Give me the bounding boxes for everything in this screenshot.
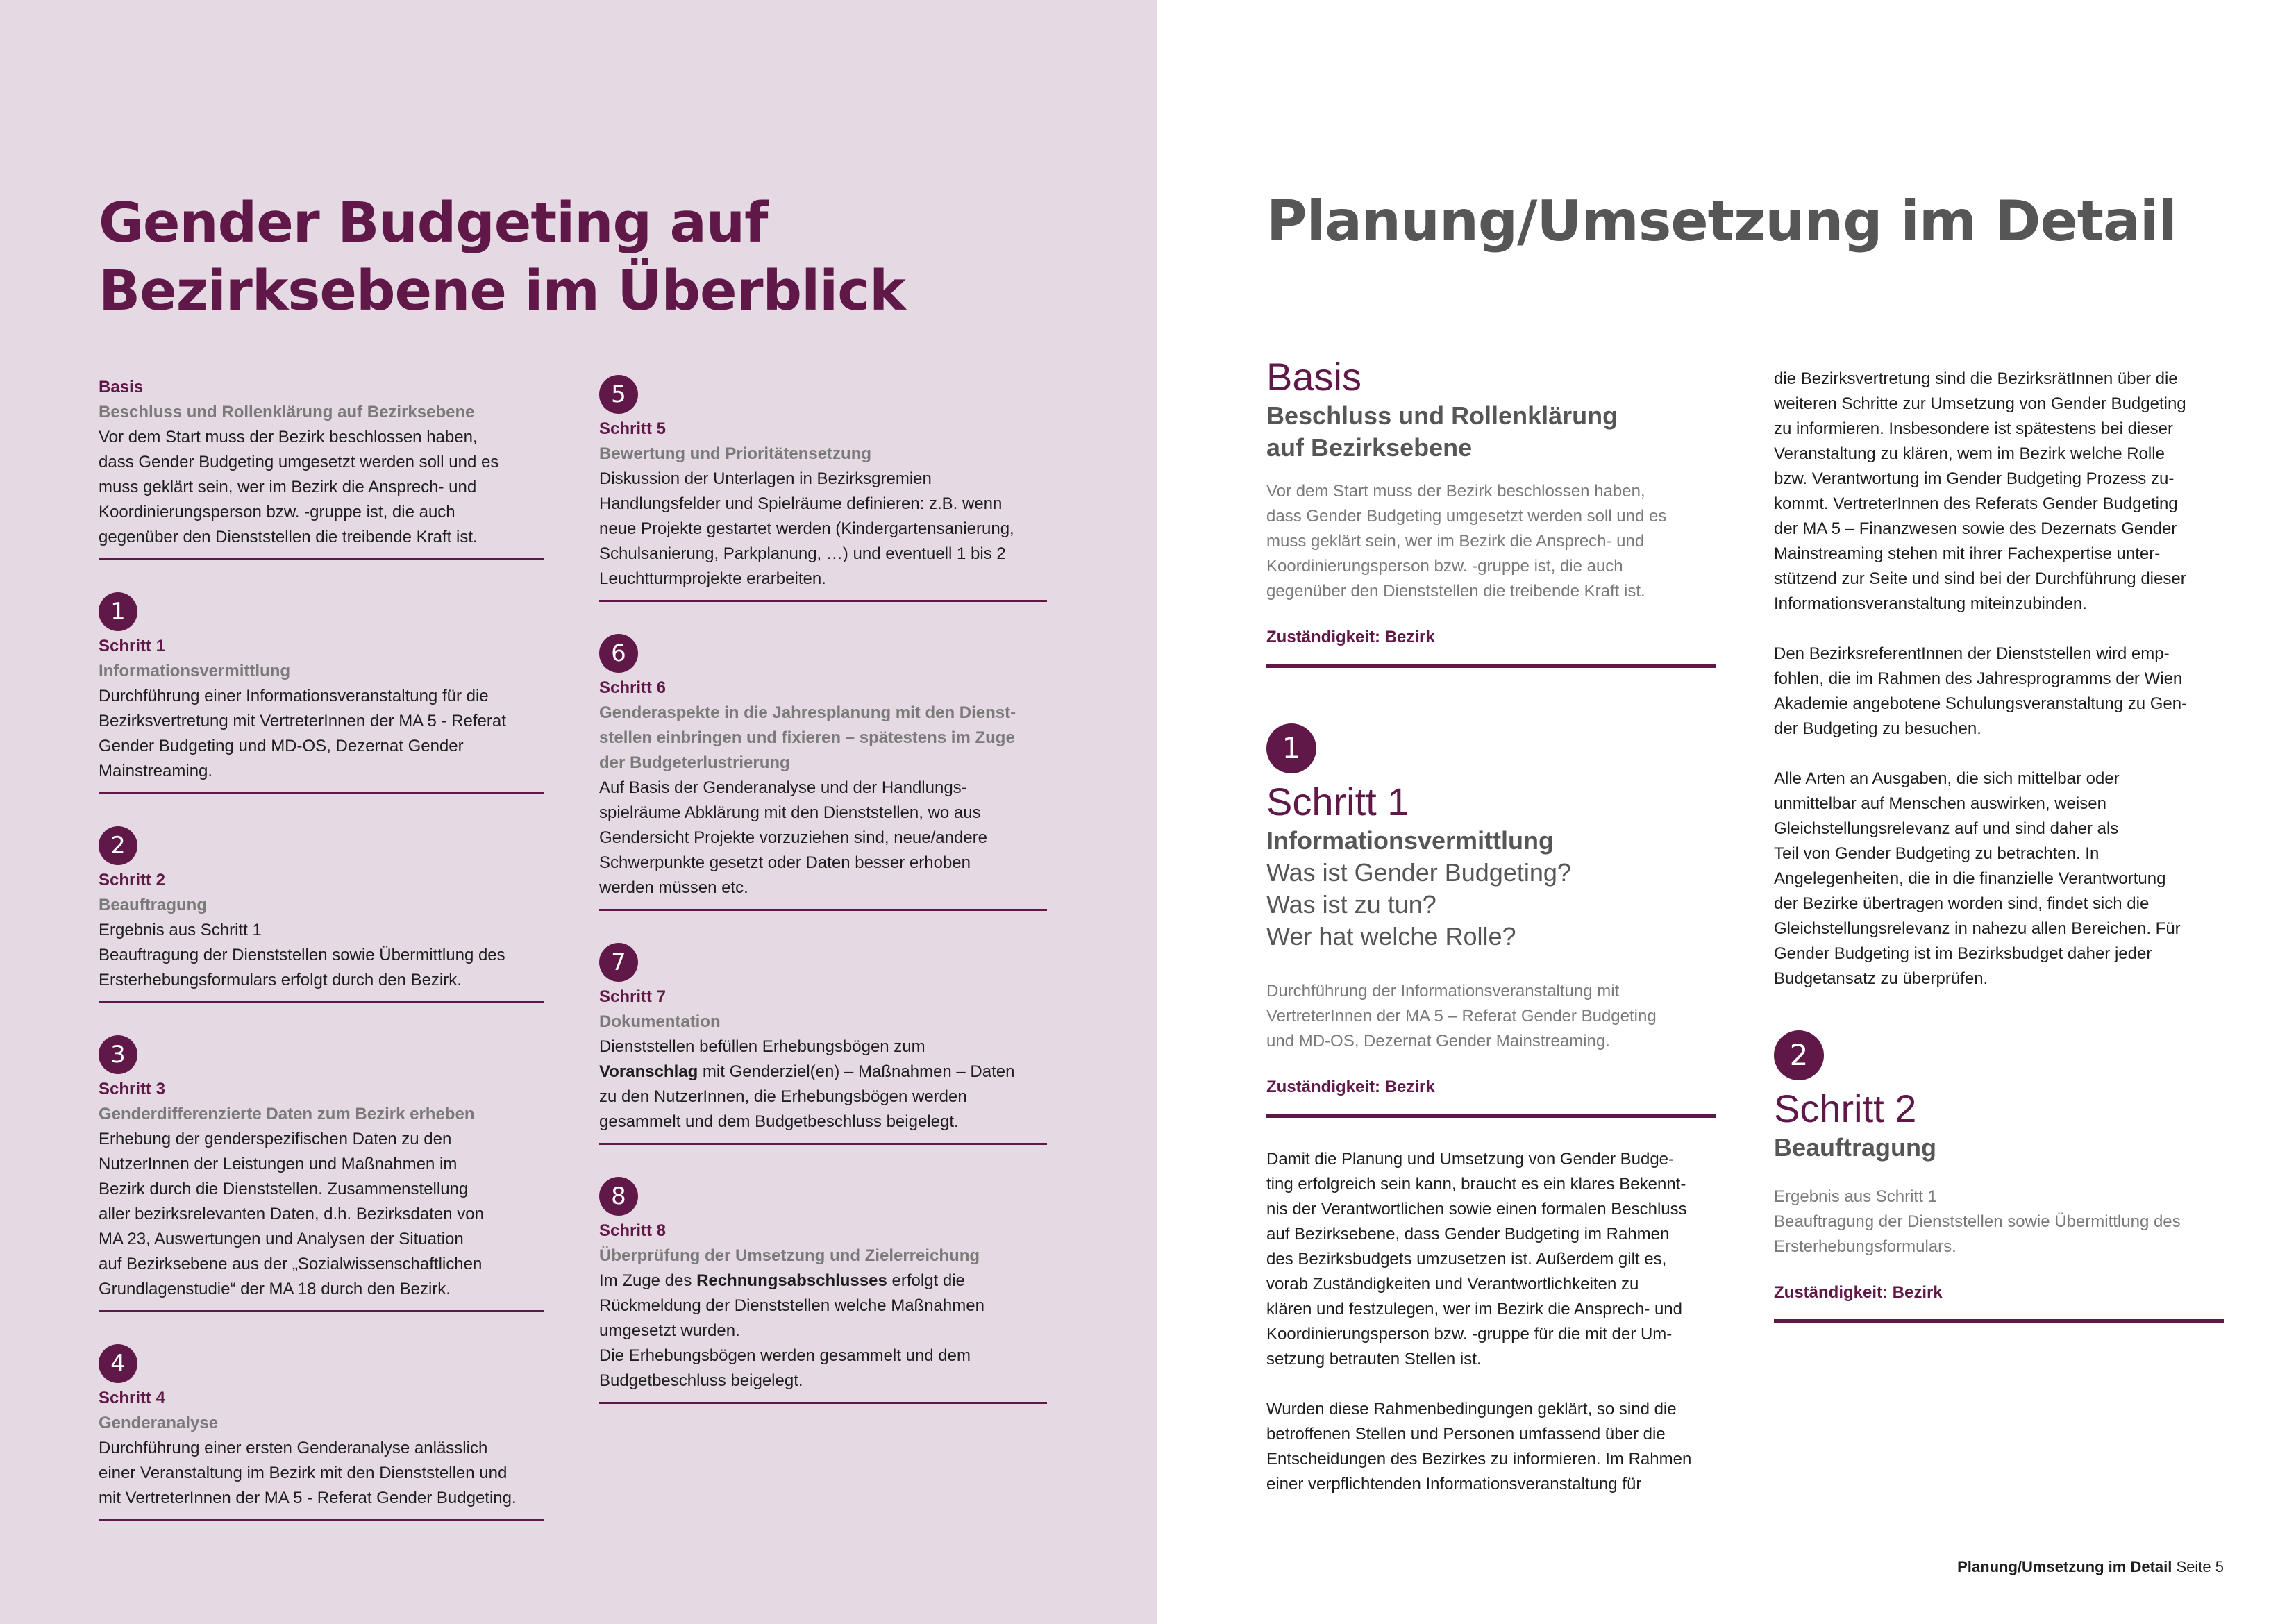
step-body-emphasis: Voranschlag	[599, 1062, 698, 1081]
step-label: Schritt 4	[99, 1389, 166, 1407]
step-number-badge: 1	[1266, 723, 1316, 773]
right-basis-responsibility: Zuständigkeit: Bezirk	[1266, 625, 1716, 668]
right-column-2	[1774, 367, 2224, 1323]
step-body: Erhebung der genderspezifischen Daten zu den NutzerInnen der Leistungen und Maßnahmen im Bezirk durch die Dienststellen. Zusammenstellung aller bezirksrelevanten Daten, d.h. Bezirksdaten von MA 23, Auswertungen und Analysen der Situation auf Bezirksebene aus der „Sozialwissenschaftlichen Grundlagenstudie“ der MA 18 durch den Bezirk.	[99, 1130, 484, 1298]
step-5-block	[599, 375, 1047, 602]
step-number-badge: 4	[99, 1344, 137, 1383]
step-subtitle: Informationsvermittlung	[99, 662, 291, 680]
col2-paragraph-2: Den BezirksreferentInnen der Dienststellen wird emp- fohlen, die im Rahmen des Jahresprogramms der Wien Akademie angebotene Schulungsveranstaltung zu Gen- der Budgeting zu besuchen.	[1774, 644, 2188, 738]
footer-section-title: Planung/Umsetzung im Detail	[1957, 1558, 2172, 1575]
step-label: Schritt 8	[599, 1221, 667, 1240]
question-1: Was ist Gender Budgeting?	[1266, 858, 1571, 887]
step-body	[599, 1269, 1047, 1393]
right-step-2-body: Ergebnis aus Schritt 1 Beauftragung der Dienststellen sowie Übermittlung des Ersterhebungsformulars.	[1774, 1187, 2181, 1256]
step-1-block	[99, 592, 544, 794]
left-title-line-1: Gender Budgeting auf	[99, 191, 768, 255]
step-label: Schritt 6	[599, 678, 667, 697]
step-subtitle: Beauftragung	[99, 896, 207, 914]
step-number-badge: 8	[599, 1177, 638, 1216]
col2-paragraph-3: Alle Arten an Ausgaben, die sich mittelbar oder unmittelbar auf Menschen auswirken, weisen Gleichstellungsrelevanz auf und sind daher als Teil von Gender Budgeting zu betrachten. In Angelegenheiten, die in die finanzielle Verantwortung der Bezirke übertragen worden sind, findet sich die Gleichstellungsrelevanz in nahezu allen Bereichen. Für Gender Budgeting ist im Bezirksbudget daher jeder Budgetansatz zu überprüfen.	[1774, 769, 2181, 988]
col2-paragraph-1: die Bezirksvertretung sind die BezirksrätInnen über die weiteren Schritte zur Umsetzung von Gender Budgeting zu informieren. Insbesondere ist spätestens bei dieser Veranstaltung zu klären, wem im Bezirk welche Rolle bzw. Verantwortung im Gender Budgeting Prozess zu- kommt. VertreterInnen des Referats Gender Budgeting der MA 5 – Finanzwesen sowie des Dezernats Gender Mainstreaming stehen mit ihrer Fachexpertise unter- stützend zur Seite und sind bei der Durchführung dieser Informationsveranstaltung miteinzubinden.	[1774, 369, 2186, 613]
step-2-block	[99, 826, 544, 1003]
right-step-2-heading: Schritt 2	[1774, 1087, 1917, 1130]
left-page-title	[99, 189, 1071, 325]
right-step-2-responsibility: Zuständigkeit: Bezirk	[1774, 1280, 2224, 1323]
step-number-badge: 5	[599, 375, 638, 414]
step-body-part: Im Zuge des	[599, 1271, 697, 1290]
right-basis-subtitle-line-1: Beschluss und Rollenklärung	[1266, 401, 1618, 430]
step-body: Auf Basis der Genderanalyse und der Handlungs- spielräume Abklärung mit den Dienststellen, wo aus Gendersicht Projekte vorzuziehen sind, neue/andere Schwerpunkte gesetzt oder Daten besser erhoben werden müssen etc.	[599, 778, 988, 897]
right-basis-body: Vor dem Start muss der Bezirk beschlossen haben, dass Gender Budgeting umgesetzt werden soll und es muss geklärt sein, wer im Bezirk die Ansprech- und Koordinierungsperson bzw. -gruppe ist, die auch gegenüber den Dienststellen die treibende Kraft ist.	[1266, 482, 1667, 601]
step-body: Ergebnis aus Schritt 1 Beauftragung der Dienststellen sowie Übermittlung des Ersterhebungsformulars erfolgt durch den Bezirk.	[99, 921, 505, 989]
right-basis-subtitle	[1266, 400, 1716, 464]
footer-page-number: Seite 5	[2176, 1558, 2224, 1575]
step-body-part: Dienststellen befüllen Erhebungsbögen zum	[599, 1037, 925, 1056]
step-number-badge: 2	[99, 826, 137, 865]
right-column-1	[1266, 354, 1716, 1497]
step-body-part: mit Genderziel(en) – Maßnahmen – Daten zu den NutzerInnen, die Erhebungsbögen werden gesammelt und dem Budgetbeschluss beigelegt.	[599, 1062, 1015, 1131]
step-6-block	[599, 634, 1047, 911]
step-number-badge: 1	[99, 592, 137, 631]
basis-body: Vor dem Start muss der Bezirk beschlossen haben, dass Gender Budgeting umgesetzt werden soll und es muss geklärt sein, wer im Bezirk die Ansprech- und Koordinierungsperson bzw. -gruppe ist, die auch gegenüber den Dienststellen die treibende Kraft ist.	[99, 428, 499, 546]
step-body-emphasis: Rechnungsabschlusses	[696, 1271, 887, 1290]
step-body: Durchführung einer ersten Genderanalyse anlässlich einer Veranstaltung im Bezirk mit den Dienststellen und mit VertreterInnen der MA 5 - Referat Gender Budgeting.	[99, 1439, 517, 1507]
step-subtitle: Dokumentation	[599, 1012, 721, 1031]
step-label: Schritt 7	[599, 987, 667, 1006]
step-subtitle: Genderanalyse	[99, 1414, 219, 1432]
question-3: Wer hat welche Rolle?	[1266, 922, 1516, 951]
step-subtitle: Überprüfung der Umsetzung und Zielerreichung	[599, 1246, 980, 1265]
step-number-badge: 7	[599, 943, 638, 982]
step-label: Schritt 5	[599, 419, 667, 438]
step-label: Schritt 2	[99, 871, 166, 889]
step-subtitle: Genderaspekte in die Jahresplanung mit den Dienst- stellen einbringen und fixieren – spätestens im Zuge der Budgeterlustrierung	[599, 703, 1016, 772]
right-page-title: Planung/Umsetzung im Detail	[1266, 189, 2177, 253]
right-basis-subtitle-line-2: auf Bezirksebene	[1266, 433, 1473, 462]
step-1-paragraph-2: Wurden diese Rahmenbedingungen geklärt, so sind die betroffenen Stellen und Personen umfassend über die Entscheidungen des Bezirkes zu informieren. Im Rahmen einer verpflichtenden Informationsveranstaltung für	[1266, 1400, 1692, 1493]
right-step-1-section	[1266, 723, 1716, 1497]
right-step-1-body: Durchführung der Informationsveranstaltung mit VertreterInnen der MA 5 – Referat Gender Budgeting und MD-OS, Dezernat Gender Mainstreaming.	[1266, 982, 1657, 1050]
step-body: Diskussion der Unterlagen in Bezirksgremien Handlungsfelder und Spielräume definieren: z.B. wenn neue Projekte gestartet werden (Kindergartensanierung, Schulsanierung, Parkplanung, …) und eventuell 1 bis 2 Leuchtturmprojekte erarbeiten.	[599, 469, 1014, 588]
right-step-1-responsibility: Zuständigkeit: Bezirk	[1266, 1075, 1716, 1118]
step-body	[599, 1035, 1047, 1135]
right-step-2-section	[1774, 1030, 2224, 1323]
basis-subtitle: Beschluss und Rollenklärung auf Bezirksebene	[99, 403, 475, 421]
right-step-1-subtitle: Informationsvermittlung	[1266, 826, 1555, 855]
page-footer	[1957, 1557, 2224, 1577]
step-3-block	[99, 1035, 544, 1312]
step-8-block	[599, 1177, 1047, 1404]
right-step-2-subtitle: Beauftragung	[1774, 1133, 1936, 1162]
step-label: Schritt 3	[99, 1080, 166, 1098]
left-title-line-2: Bezirksebene im Überblick	[99, 259, 905, 323]
left-column-2	[599, 375, 1047, 1436]
step-number-badge: 2	[1774, 1030, 1824, 1080]
step-7-block	[599, 943, 1047, 1145]
right-step-1-heading: Schritt 1	[1266, 780, 1409, 823]
step-label: Schritt 1	[99, 637, 166, 655]
step-4-block	[99, 1344, 544, 1521]
question-2: Was ist zu tun?	[1266, 890, 1436, 919]
step-subtitle: Bewertung und Prioritätensetzung	[599, 444, 872, 463]
step-body: Durchführung einer Informationsveranstaltung für die Bezirksvertretung mit VertreterInnen der MA 5 - Referat Gender Budgeting und MD-OS, Dezernat Gender Mainstreaming.	[99, 687, 506, 780]
step-body-part: erfolgt die Rückmeldung der Dienststellen welche Maßnahmen umgesetzt wurden. Die Erhebungsbögen werden gesammelt und dem Budgetbeschluss beigelegt.	[599, 1271, 984, 1390]
right-basis-section	[1266, 354, 1716, 668]
step-1-paragraph-1: Damit die Planung und Umsetzung von Gender Budge- ting erfolgreich sein kann, braucht es ein klares Bekennt- nis der Verantwortlichen sowie einen formalen Beschluss auf Bezirksebene, dass Gender Budgeting im Rahmen des Bezirksbudgets umzusetzen ist. Außerdem gilt es, vorab Zuständigkeiten und Verantwortlichkeiten zu klären und festzulegen, wer im Bezirk die Ansprech- und Koordinierungsperson bzw. -gruppe für die mit der Um- setzung betrauten Stellen ist.	[1266, 1150, 1687, 1368]
step-subtitle: Genderdifferenzierte Daten zum Bezirk erheben	[99, 1105, 475, 1123]
step-number-badge: 6	[599, 634, 638, 673]
basis-block	[99, 375, 544, 560]
right-basis-heading: Basis	[1266, 355, 1361, 399]
basis-label: Basis	[99, 378, 144, 396]
left-column-1	[99, 375, 544, 1553]
step-number-badge: 3	[99, 1035, 137, 1074]
